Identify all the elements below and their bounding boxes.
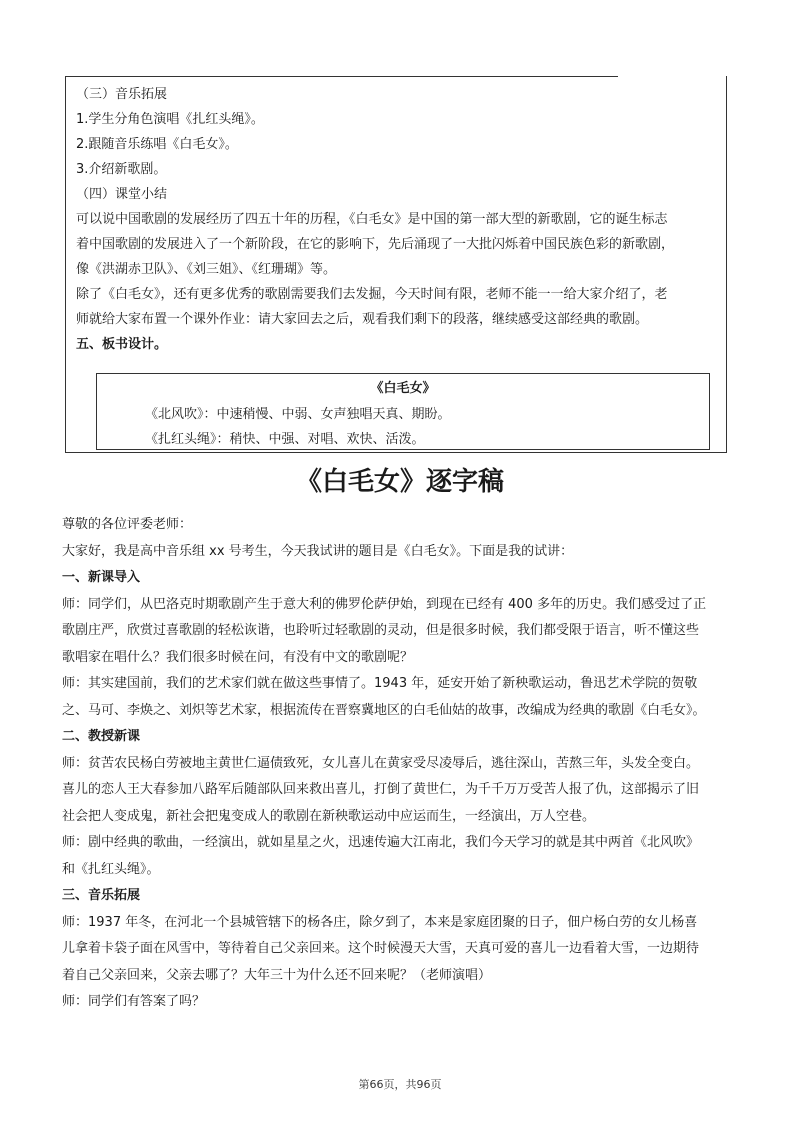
paragraph-line: 喜儿的恋人王大春参加八路军后随部队回来救出喜儿，打倒了黄世仁，为千千万万受苦人报了仇，这部揭示了旧: [62, 782, 700, 797]
summary-line: 像《洪湖赤卫队》、《刘三姐》、《红珊瑚》等。: [76, 262, 337, 277]
transcript-title: 《白毛女》逐字稿: [295, 467, 504, 497]
paragraph-line: 歌剧庄严，欣赏过喜歌剧的轻松诙谐，也聆听过轻歌剧的灵动，但是很多时候，我们都受限于语言，听不懂这些: [62, 623, 700, 638]
paragraph-line: 社会把人变成鬼，新社会把鬼变成人的歌剧在新秧歌运动中应运而生，一经演出，万人空巷。: [62, 808, 596, 824]
summary-line: 师就给大家布置一个课外作业：请大家回去之后，观看我们剩下的段落，继续感受这部经典的歌剧。: [76, 312, 649, 327]
page-number: 第66页，共96页: [358, 1078, 442, 1091]
transcript-body: [62, 512, 752, 1016]
summary-line: 可以说中国歌剧的发展经历了四五十年的历程，《白毛女》是中国的第一部大型的新歌剧，它的诞生标志: [76, 212, 668, 227]
paragraph-line: 师：1937 年冬，在河北一个县城管辖下的杨各庄，除夕到了，本来是家庭团聚的日子，佃户杨白劳的女儿杨喜: [62, 914, 698, 930]
heading-new-lesson-intro: 一、新课导入: [62, 570, 141, 585]
board-title: 《白毛女》: [370, 381, 436, 396]
paragraph-line: 和《扎红头绳》。: [62, 861, 160, 877]
paragraph-line: 师：贫苦农民杨白劳被地主黄世仁逼债致死，女儿喜儿在黄家受尽凌辱后，逃往深山，苦熬三年，头发全变白。: [62, 755, 700, 771]
section-heading-board-design: 五、板书设计。: [76, 337, 168, 352]
paragraph-line: 儿拿着卡袋子面在风雪中，等待着自己父亲回来。这个时候漫天大雪，天真可爱的喜儿一边看着大雪，一边期待: [62, 941, 700, 956]
heading-teach-new-lesson: 二、教授新课: [62, 729, 141, 744]
section-heading-music-extension: （三）音乐拓展: [76, 87, 168, 102]
board-design-box: [96, 373, 710, 450]
paragraph-line: 师：同学们有答案了吗？: [62, 994, 206, 1009]
list-item: 1.学生分角色演唱《扎红头绳》。: [76, 112, 264, 127]
paragraph-line: 歌唱家在唱什么？我们很多时候在问，有没有中文的歌剧呢？: [62, 649, 414, 665]
paragraph-line: 师：同学们，从巴洛克时期歌剧产生于意大利的佛罗伦萨伊始，到现在已经有 400 多年的历史。我们感受过了正: [62, 596, 707, 612]
lesson-plan-content: [76, 82, 721, 357]
board-line-beifengchui: 《北风吹》：中速稍慢、中弱、女声独唱天真、期盼。: [145, 407, 451, 422]
table-top-border: [66, 76, 618, 77]
heading-music-extension: 三、音乐拓展: [62, 888, 141, 903]
lesson-plan-table: [65, 76, 727, 453]
paragraph-line: 着自己父亲回来，父亲去哪了？大年三十为什么还不回来呢？（老师演唱）: [62, 967, 492, 983]
paragraph-line: 师：剧中经典的歌曲，一经演出，就如星星之火，迅速传遍大江南北，我们今天学习的就是其中两首《北风吹》: [62, 835, 700, 850]
paragraph-line: 师：其实建国前，我们的艺术家们就在做这些事情了。1943 年，延安开始了新秧歌运动，鲁迅艺术学院的贺敬: [62, 676, 698, 691]
summary-line: 着中国歌剧的发展进入了一个新阶段，在它的影响下，先后涌现了一大批闪烁着中国民族色彩的新歌剧，: [76, 237, 675, 252]
intro: 大家好，我是高中音乐组 xx 号考生，今天我试讲的题目是《白毛女》。下面是我的试讲：: [62, 543, 574, 559]
section-heading-summary: （四）课堂小结: [76, 187, 168, 202]
summary-line: 除了《白毛女》，还有更多优秀的歌剧需要我们去发掘，今天时间有限，老师不能一一给大家介绍了，老: [76, 287, 668, 302]
board-line-zhahongtousheng: 《扎红头绳》：稍快、中强、对唱、欢快、活泼。: [145, 432, 425, 447]
list-item: 3.介绍新歌剧。: [76, 162, 167, 177]
list-item: 2.跟随音乐练唱《白毛女》。: [76, 137, 238, 152]
paragraph-line: 之、马可、李焕之、刘炽等艺术家，根据流传在晋察冀地区的白毛仙姑的故事，改编成为经典的歌剧《白毛女》。: [62, 702, 706, 718]
greeting: 尊敬的各位评委老师：: [62, 517, 193, 532]
